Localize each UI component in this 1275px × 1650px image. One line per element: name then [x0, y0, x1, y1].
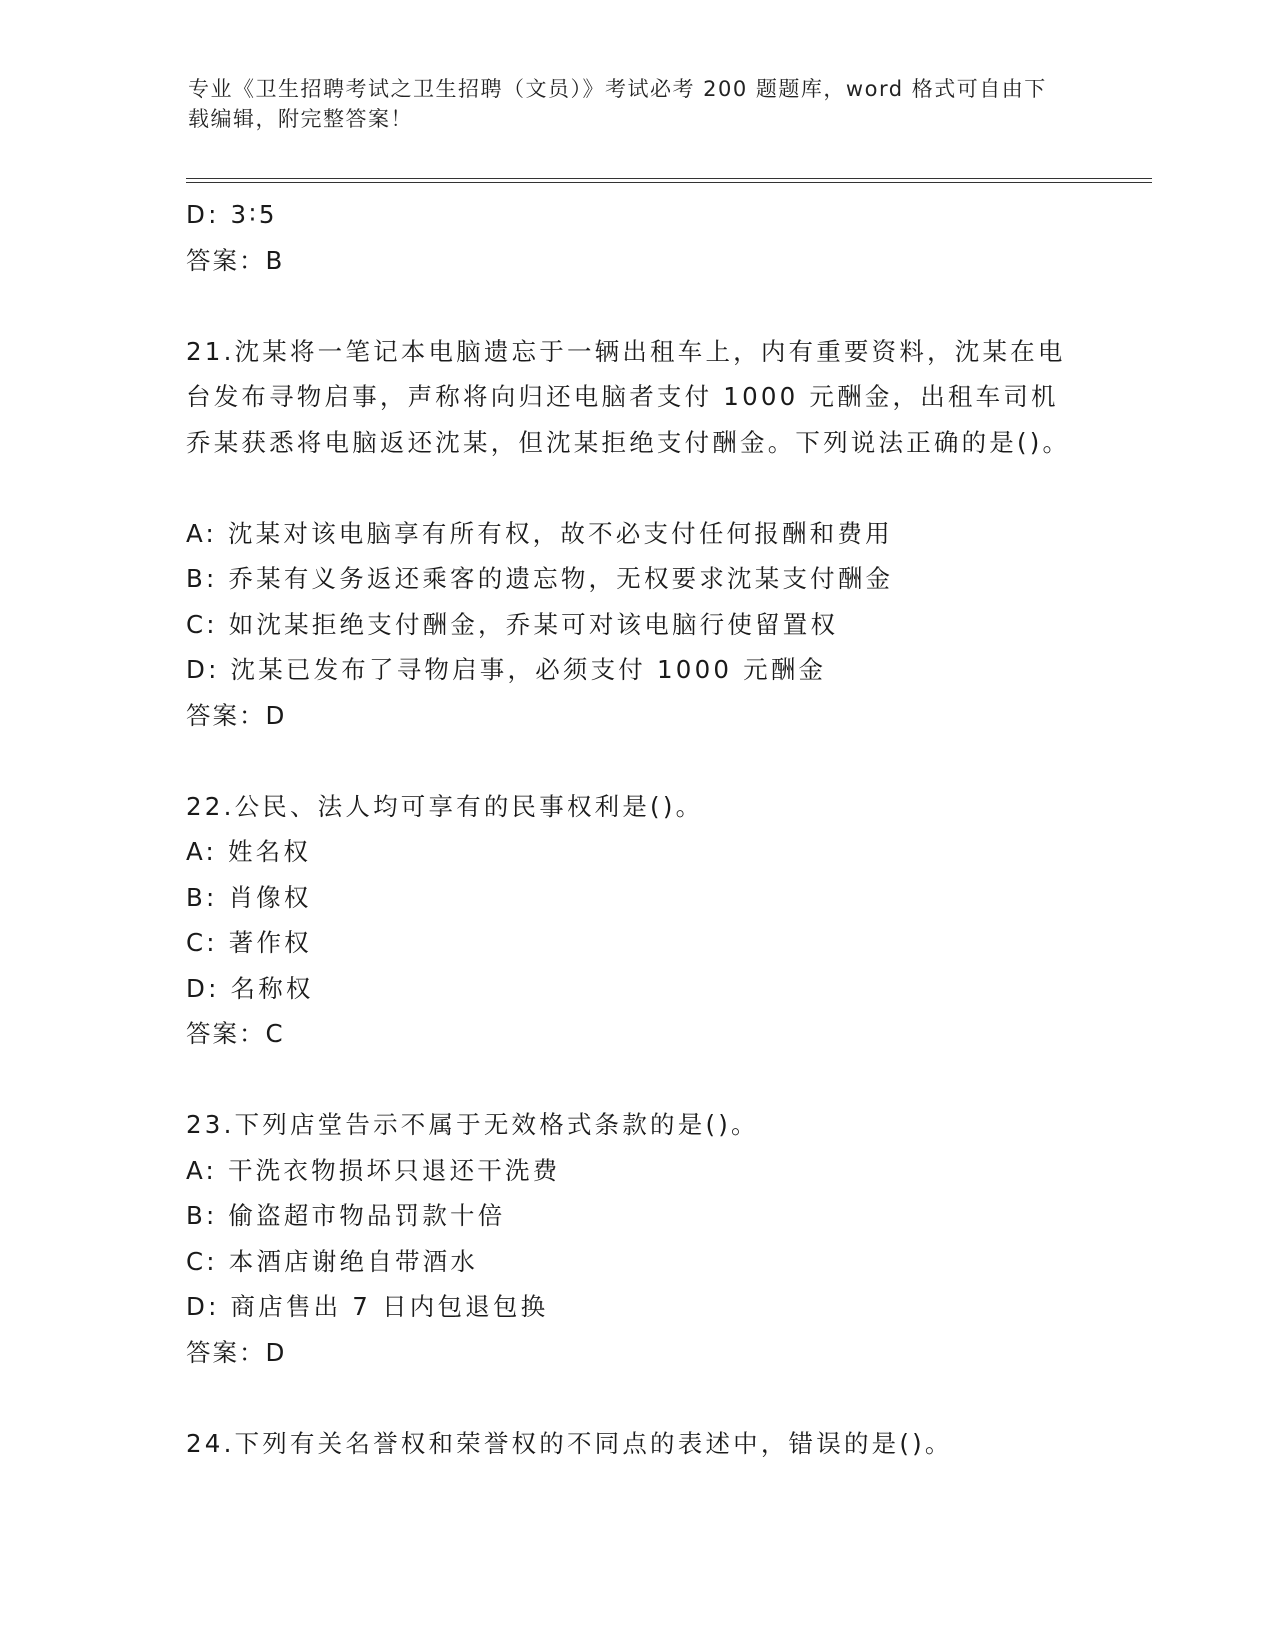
answer-line: 答案：B: [186, 245, 285, 275]
question-stem-22: 22.公民、法人均可享有的民事权利是()。: [186, 791, 704, 821]
option-d: D: 沈某已发布了寻物启事，必须支付 1000 元酬金: [186, 655, 827, 684]
question-stem-24: 24.下列有关名誉权和荣誉权的不同点的表述中，错误的是()。: [186, 1428, 953, 1458]
option-a: A: 沈某对该电脑享有所有权，故不必支付任何报酬和费用: [186, 518, 893, 548]
answer-line: 答案：D: [186, 700, 287, 730]
question-list: [186, 192, 1086, 1466]
question-stem-21: 21.沈某将一笔记本电脑遗忘于一辆出租车上，内有重要资料，沈某在电台发布寻物启事，声称将向归还电脑者支付 1000 元酬金，出租车司机乔某获悉将电脑返还沈某，但沈某拒绝支付酬金。下列说法正确的是()。: [186, 336, 1071, 457]
option-b: B: 肖像权: [186, 882, 312, 912]
option-b: B: 偷盗超市物品罚款十倍: [186, 1201, 506, 1230]
answer-line: 答案：D: [186, 1337, 287, 1367]
option-d: D: 名称权: [186, 973, 314, 1003]
option-a: A: 干洗衣物损坏只退还干洗费: [186, 1155, 561, 1185]
option-a: A: 姓名权: [186, 837, 312, 866]
option-d: D: 商店售出 7 日内包退包换: [186, 1292, 549, 1321]
option-c: C: 著作权: [186, 928, 312, 957]
option-c: C: 如沈某拒绝支付酬金，乔某可对该电脑行使留置权: [186, 609, 839, 639]
answer-line: 答案：C: [186, 1019, 285, 1048]
document-header: 专业《卫生招聘考试之卫生招聘（文员）》考试必考 200 题题库，word 格式可自由下载编辑，附完整答案！: [188, 77, 1047, 131]
header-rule-bottom: [186, 182, 1152, 183]
option-b: B: 乔某有义务返还乘客的遗忘物，无权要求沈某支付酬金: [186, 564, 894, 593]
header-rule-top: [186, 178, 1152, 179]
option-d: D: 3∶5: [186, 200, 278, 229]
question-stem-23: 23.下列店堂告示不属于无效格式条款的是()。: [186, 1110, 759, 1139]
option-c: C: 本酒店谢绝自带酒水: [186, 1246, 479, 1276]
